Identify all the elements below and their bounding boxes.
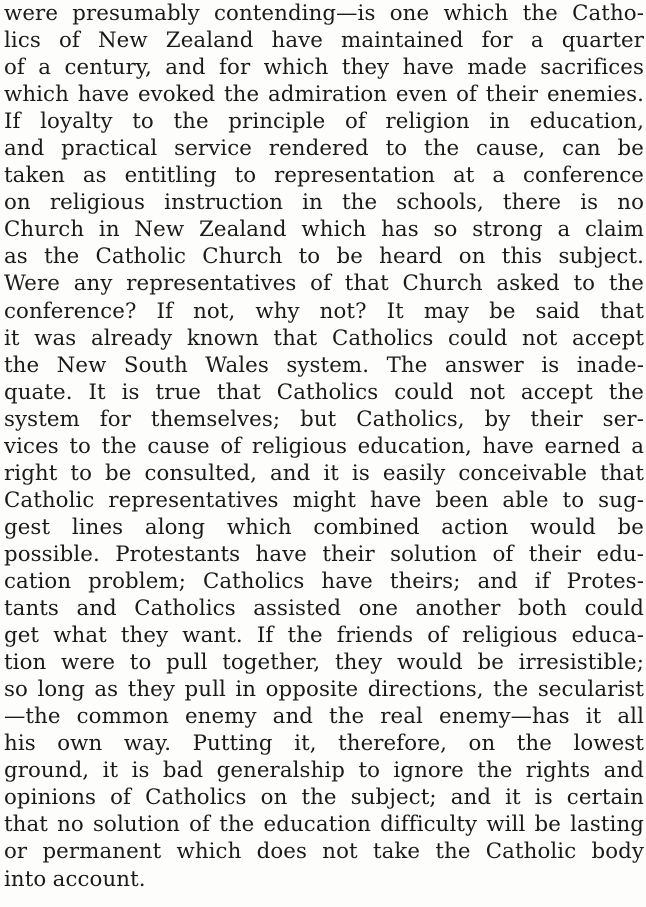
text-line: —the common enemy and the real enemy—has it all xyxy=(4,704,644,730)
text-line: tants and Catholics assisted one another both could xyxy=(4,596,644,622)
text-line: so long as they pull in opposite directions, the secularist xyxy=(4,677,644,703)
text-line: Catholic representatives might have been able to sug- xyxy=(4,487,644,513)
text-line-final: into account. xyxy=(4,866,146,892)
text-line: the New South Wales system. The answer is inade- xyxy=(4,352,644,378)
text-line: his own way. Putting it, therefore, on the lowest xyxy=(4,731,644,757)
text-line: as the Catholic Church to be heard on this subject. xyxy=(4,244,644,270)
text-line: that no solution of the education difficulty will be lasting xyxy=(4,812,644,838)
text-line: it was already known that Catholics could not accept xyxy=(4,325,644,351)
text-line: right to be consulted, and it is easily conceivable that xyxy=(4,460,644,486)
text-line: or permanent which does not take the Catholic body xyxy=(4,839,644,865)
article-text-column xyxy=(4,0,644,893)
text-line: Were any representatives of that Church asked to the xyxy=(4,271,644,297)
text-line: tion were to pull together, they would be irresistible; xyxy=(4,650,644,676)
text-line: gest lines along which combined action would be xyxy=(4,514,644,540)
text-line: If loyalty to the principle of religion in education, xyxy=(4,109,644,135)
text-line: taken as entitling to representation at a conference xyxy=(4,163,644,189)
text-line: vices to the cause of religious education, have earned a xyxy=(4,433,644,459)
text-line: quate. It is true that Catholics could not accept the xyxy=(4,379,644,405)
text-line: opinions of Catholics on the subject; and it is certain xyxy=(4,785,644,811)
text-line: Church in New Zealand which has so strong a claim xyxy=(4,217,644,243)
text-line: conference? If not, why not? It may be said that xyxy=(4,298,644,324)
text-line: possible. Protestants have their solution of their edu- xyxy=(4,541,644,567)
text-line: which have evoked the admiration even of their enemies. xyxy=(4,82,644,108)
text-line: of a century, and for which they have made sacrifices xyxy=(4,55,644,81)
text-line: get what they want. If the friends of religious educa- xyxy=(4,623,644,649)
text-line: cation problem; Catholics have theirs; and if Protes- xyxy=(4,568,644,594)
text-line: and practical service rendered to the cause, can be xyxy=(4,136,644,162)
text-line: system for themselves; but Catholics, by their ser- xyxy=(4,406,644,432)
text-line: lics of New Zealand have maintained for a quarter xyxy=(4,28,644,54)
text-line: on religious instruction in the schools, there is no xyxy=(4,190,644,216)
text-line: ground, it is bad generalship to ignore the rights and xyxy=(4,758,644,784)
text-line: were presumably contending—is one which the Catho- xyxy=(4,1,644,26)
